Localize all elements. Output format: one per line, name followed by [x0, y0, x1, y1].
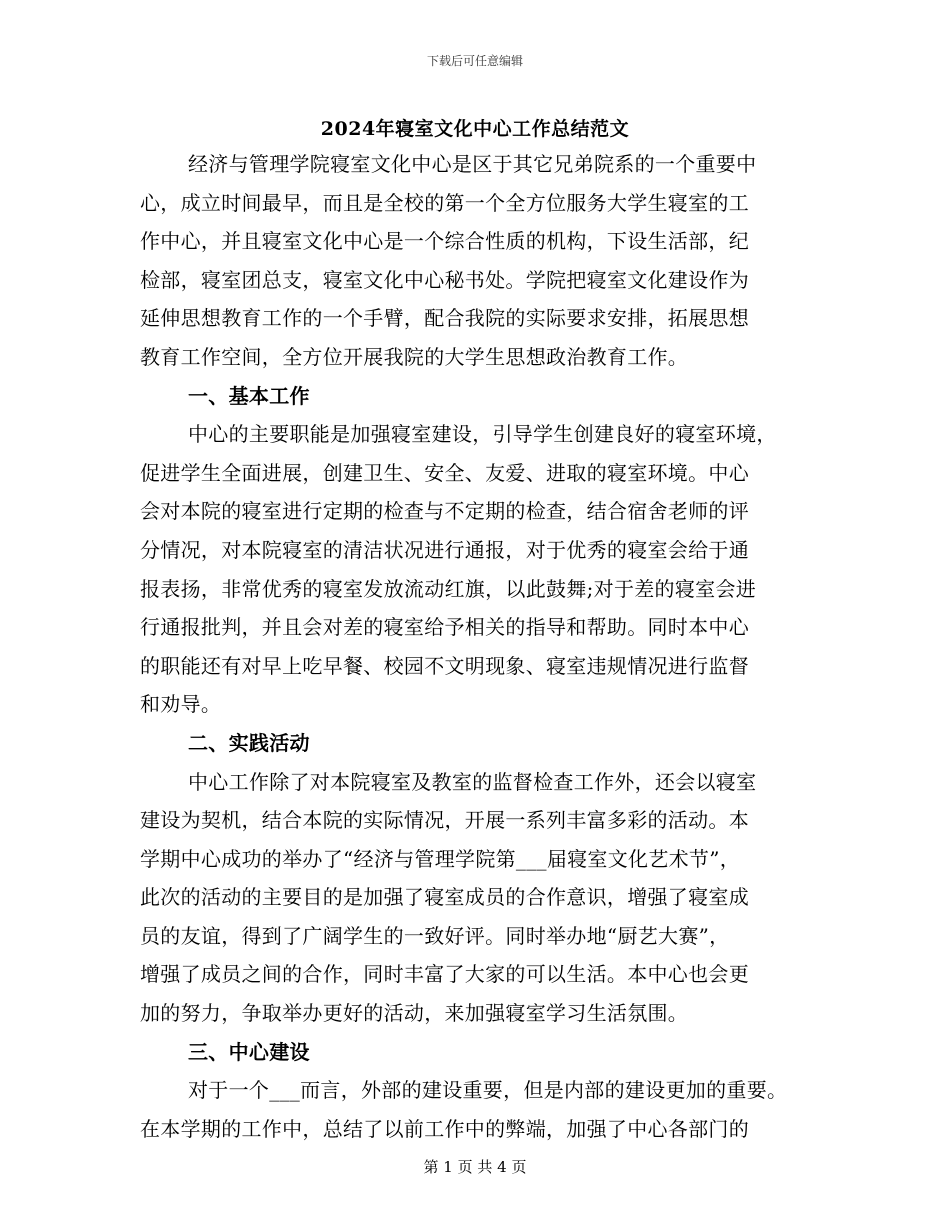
text-line: 加的努力，争取举办更好的活动，来加强寝室学习生活氛围。 — [140, 1001, 689, 1026]
text-line: 行通报批判，并且会对差的寝室给予相关的指导和帮助。同时本中心 — [140, 615, 749, 640]
header-note: 下载后可任意编辑 — [426, 54, 523, 68]
text-line: 对于一个___而言，外部的建设重要，但是内部的建设更加的重要。 — [188, 1078, 788, 1103]
text-line: 在本学期的工作中，总结了以前工作中的弊端，加强了中心各部门的 — [140, 1116, 749, 1141]
text-line: 建设为契机，结合本院的实际情况，开展一系列丰富多彩的活动。本 — [140, 808, 749, 833]
text-line: 检部，寝室团总支，寝室文化中心秘书处。学院把寝室文化建设作为 — [140, 267, 749, 292]
text-line: 的职能还有对早上吃早餐、校园不文明现象、寝室违规情况进行监督 — [140, 653, 749, 678]
text-line: 中心的主要职能是加强寝室建设，引导学生创建良好的寝室环境， — [188, 422, 777, 447]
text-line: 促进学生全面进展，创建卫生、安全、友爱、进取的寝室环境。中心 — [140, 460, 749, 485]
text-line: 和劝导。 — [140, 692, 222, 717]
text-line: 经济与管理学院寝室文化中心是区于其它兄弟院系的一个重要中 — [188, 152, 757, 176]
text-line: 增强了成员之间的合作，同时丰富了大家的可以生活。本中心也会更 — [140, 962, 749, 987]
text-line: 会对本院的寝室进行定期的检查与不定期的检查，结合宿舍老师的评 — [140, 499, 749, 524]
text-line: 中心工作除了对本院寝室及教室的监督检查工作外，还会以寝室 — [188, 769, 757, 794]
text-line: 分情况，对本院寝室的清洁状况进行通报，对于优秀的寝室会给于通 — [140, 537, 749, 562]
text-line: 心，成立时间最早，而且是全校的第一个全方位服务大学生寝室的工 — [140, 190, 749, 215]
section-heading: 一、基本工作 — [188, 383, 310, 408]
text-line: 延伸思想教育工作的一个手臂，配合我院的实际要求安排，拓展思想 — [140, 306, 749, 331]
section-heading: 二、实践活动 — [188, 730, 310, 755]
page-footer: 第 1 页 共 4 页 — [423, 1158, 527, 1176]
text-line: 员的友谊，得到了广阔学生的一致好评。同时举办地“厨艺大赛”， — [140, 923, 730, 948]
text-line: 学期中心成功的举办了“经济与管理学院第___届寝室文化艺术节”， — [140, 846, 741, 871]
text-line: 作中心，并且寝室文化中心是一个综合性质的机构，下设生活部，纪 — [140, 229, 749, 254]
text-line: 教育工作空间，全方位开展我院的大学生思想政治教育工作。 — [140, 344, 689, 369]
text-line: 报表扬，非常优秀的寝室发放流动红旗，以此鼓舞;对于差的寝室会进 — [140, 576, 757, 601]
section-heading: 三、中心建设 — [188, 1039, 310, 1064]
document-body — [140, 145, 810, 1148]
document-title: 2024年寝室文化中心工作总结范文 — [320, 118, 630, 140]
text-line: 此次的活动的主要目的是加强了寝室成员的合作意识，增强了寝室成 — [140, 885, 749, 910]
